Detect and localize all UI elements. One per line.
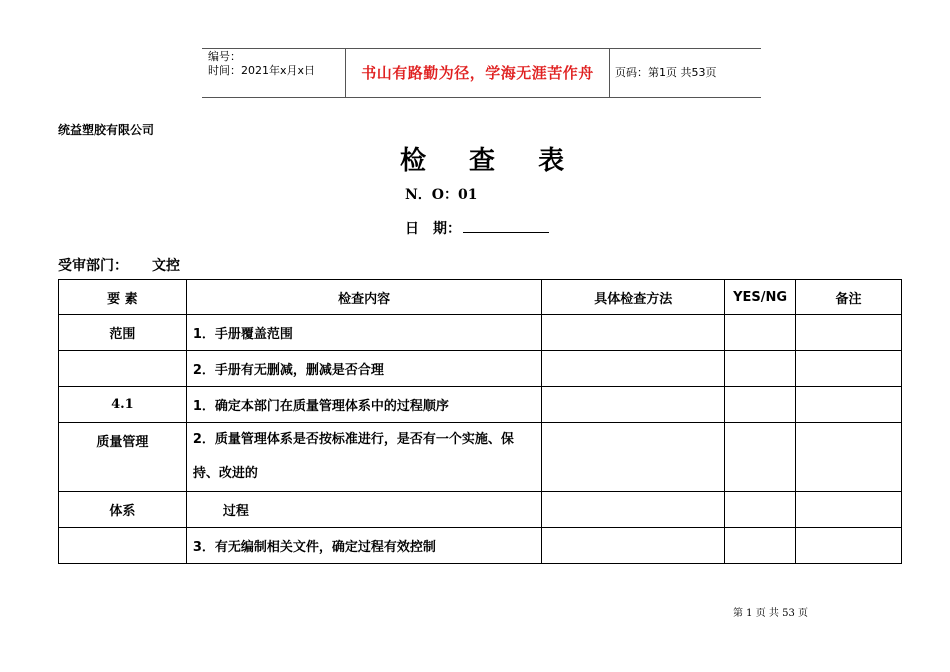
content-cell: 过程 <box>186 492 542 528</box>
element-cell: 范围 <box>59 315 187 351</box>
table-row <box>59 387 902 423</box>
table-row <box>59 492 902 528</box>
remarks-cell[interactable] <box>796 423 902 492</box>
remarks-cell[interactable] <box>796 351 902 387</box>
date-label: 日 期： <box>405 221 461 237</box>
remarks-cell[interactable] <box>796 528 902 564</box>
result-cell[interactable] <box>725 387 796 423</box>
document-header <box>202 48 761 98</box>
element-cell <box>59 528 187 564</box>
column-header-element: 要 素 <box>59 280 187 315</box>
content-cell: 3．有无编制相关文件，确定过程有效控制 <box>186 528 542 564</box>
checklist-table <box>58 279 902 564</box>
company-name: 统益塑胶有限公司 <box>58 123 155 137</box>
method-cell[interactable] <box>542 315 725 351</box>
content-cell: 2．质量管理体系是否按标准进行，是否有一个实施、保持、改进的 <box>186 423 542 492</box>
form-number: N．O：01 <box>405 187 478 203</box>
column-header-content: 检查内容 <box>186 280 542 315</box>
department-line <box>58 255 180 275</box>
result-cell[interactable] <box>725 423 796 492</box>
method-cell[interactable] <box>542 528 725 564</box>
department-label: 受审部门： <box>58 258 128 274</box>
column-header-result: YES/NG <box>725 280 796 315</box>
method-cell[interactable] <box>542 351 725 387</box>
department-value: 文控 <box>152 258 180 274</box>
table-header-row <box>59 280 902 315</box>
time-label: 时间：2021年x月x日 <box>208 64 316 77</box>
element-cell: 4.1 <box>59 387 187 423</box>
method-cell[interactable] <box>542 387 725 423</box>
header-meta <box>202 49 345 97</box>
table-row <box>59 528 902 564</box>
content-cell: 1．确定本部门在质量管理体系中的过程顺序 <box>186 387 542 423</box>
remarks-cell[interactable] <box>796 492 902 528</box>
method-cell[interactable] <box>542 492 725 528</box>
element-cell: 体系 <box>59 492 187 528</box>
page-label: 页码：第1页 共53页 <box>615 66 717 79</box>
code-label: 编号： <box>208 50 241 63</box>
remarks-cell[interactable] <box>796 315 902 351</box>
table-row <box>59 351 902 387</box>
content-cell: 1．手册覆盖范围 <box>186 315 542 351</box>
element-cell <box>59 351 187 387</box>
method-cell[interactable] <box>542 423 725 492</box>
result-cell[interactable] <box>725 492 796 528</box>
content-cell: 2．手册有无删减，删减是否合理 <box>186 351 542 387</box>
date-blank-line <box>463 220 549 233</box>
column-header-method: 具体检查方法 <box>542 280 725 315</box>
page-title: 检 查 表 <box>400 146 569 176</box>
result-cell[interactable] <box>725 528 796 564</box>
result-cell[interactable] <box>725 315 796 351</box>
remarks-cell[interactable] <box>796 387 902 423</box>
column-header-remarks: 备注 <box>796 280 902 315</box>
date-field <box>405 218 549 238</box>
element-cell: 质量管理 <box>59 423 187 492</box>
motto: 书山有路勤为径，学海无涯苦作舟 <box>345 49 610 97</box>
result-cell[interactable] <box>725 351 796 387</box>
table-row <box>59 423 902 492</box>
table-row <box>59 315 902 351</box>
page-footer: 第 1 页 共 53 页 <box>733 608 808 619</box>
